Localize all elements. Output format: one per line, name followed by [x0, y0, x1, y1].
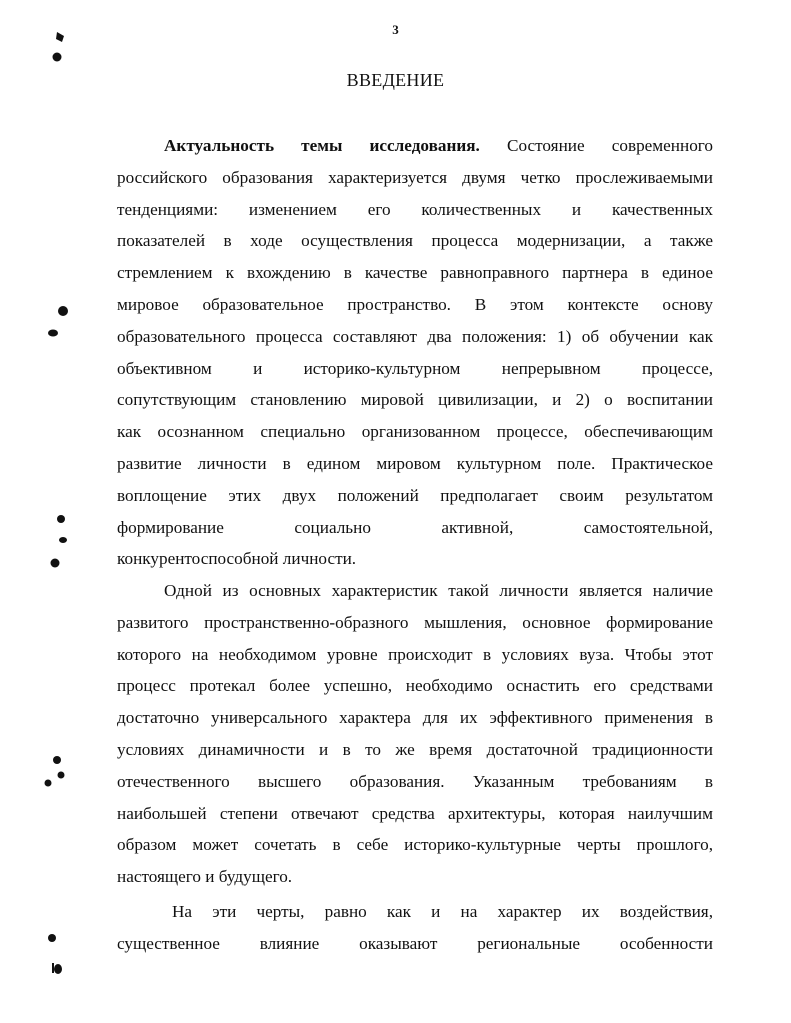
- text-line: как осознанном специально организованном процессе, обеспечивающим: [117, 422, 713, 442]
- binder-hole-marks: [0, 0, 80, 1023]
- binder-hole: [45, 780, 52, 787]
- binder-hole: [53, 756, 61, 764]
- text-line: российского образования характеризуется двумя четко прослеживаемыми: [117, 167, 713, 187]
- binder-hole: [51, 559, 60, 568]
- binder-hole: [48, 934, 56, 942]
- text-line: образом может сочетать в себе историко-культурные черты прошлого,: [117, 835, 713, 855]
- text-line: На эти черты, равно как и на характер их воздействия,: [172, 902, 713, 921]
- text-line: формирование социально активной, самостоятельной,: [117, 517, 713, 537]
- text-line: развитие личности в едином мировом культурном поле. Практическое: [117, 453, 713, 473]
- binder-hole: [57, 515, 65, 523]
- text-line: показателей в ходе осуществления процесса модернизации, а также: [117, 231, 713, 251]
- binder-hole: [48, 330, 58, 337]
- binder-hole: [58, 772, 65, 779]
- text-line: достаточно универсального характера для их эффективного применения в: [117, 708, 713, 728]
- section-heading: ВВЕДЕНИЕ: [346, 70, 445, 90]
- text-line: конкурентоспособной личности.: [117, 549, 357, 569]
- text-line: образовательного процесса составляют два положения: 1) об обучении как: [117, 326, 713, 346]
- text-line: развитого пространственно-образного мышления, основное формирование: [117, 612, 713, 632]
- lead-phrase: Актуальность темы исследования.: [164, 136, 480, 155]
- text-line: мировое образовательное пространство. В этом контексте основу: [117, 294, 713, 314]
- text-line: настоящего и будущего.: [117, 867, 293, 887]
- binder-hole: [53, 53, 62, 62]
- paragraph-1: [117, 130, 713, 575]
- binder-hole: [54, 964, 62, 974]
- text-line: существенное влияние оказывают региональные особенности: [117, 933, 713, 953]
- text-fragment: Состояние современного: [507, 136, 714, 155]
- binder-hole: [59, 537, 67, 543]
- scan-mark: [52, 963, 54, 973]
- text-line: которого на необходимом уровне происходит в условиях вуза. Чтобы этот: [117, 644, 713, 664]
- text-line: стремлением к вхождению в качестве равноправного партнера в единое: [117, 263, 713, 283]
- text-line: процесс протекал более успешно, необходимо оснастить его средствами: [117, 676, 713, 696]
- paragraph-2: [117, 575, 713, 893]
- text-line: наибольшей степени отвечают средства архитектуры, которая наилучшим: [117, 803, 713, 823]
- text-line: воплощение этих двух положений предполагает своим результатом: [117, 485, 713, 505]
- text-line: условиях динамичности и в то же время достаточной традиционности: [117, 739, 713, 759]
- text-line: Одной из основных характеристик такой личности является наличие: [164, 581, 713, 600]
- text-line: отечественного высшего образования. Указанным требованиям в: [117, 771, 713, 791]
- text-line: [117, 130, 713, 162]
- binder-hole: [58, 306, 68, 316]
- text-line: тенденциями: изменением его количественных и качественных: [117, 199, 713, 219]
- paragraph-3: [117, 896, 713, 960]
- page-number: 3: [392, 22, 399, 37]
- text-line: объективном и историко-культурном непрерывном процессе,: [117, 358, 713, 378]
- text-line: сопутствующим становлению мировой цивилизации, и 2) о воспитании: [117, 390, 713, 410]
